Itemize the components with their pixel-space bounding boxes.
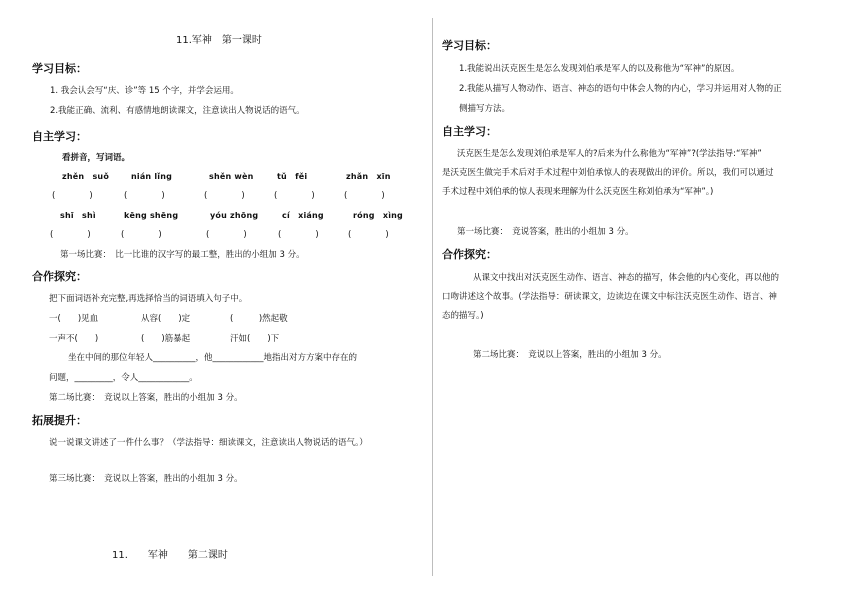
pinyin-word: shī shì [60,211,96,220]
answer-blank[interactable]: ( ) [278,230,319,240]
contest-note: 第一场比赛： 竞说答案，胜出的小组加 3 分。 [457,227,634,237]
right-page [433,0,860,607]
goal-item: 2.我能从描写人物动作、语言、神态的语句中体会人物的内心，学习并运用对人物的正 [459,84,782,94]
pinyin-word: zhěn suǒ [62,172,110,181]
answer-blank[interactable]: ( ) [206,230,247,240]
pinyin-instruction: 看拼音，写词语。 [62,153,131,163]
goal-item: 2.我能正确、流利、有感情地朗读课文，注意读出人物说话的语气。 [50,106,305,116]
fill-sentence: 问题，_________，令人____________。 [49,373,198,383]
pinyin-word: yóu zhōng [210,211,259,220]
pinyin-word: cí xiáng [282,211,324,220]
answer-blank[interactable]: ( ) [348,230,389,240]
idiom-fill[interactable]: 汗如( )下 [230,334,280,344]
answer-blank[interactable]: ( ) [344,191,385,201]
goal-heading: 学习目标： [442,39,497,52]
answer-blank[interactable]: ( ) [50,230,91,240]
self-study-heading: 自主学习： [32,130,87,143]
page-title: 11.军神 第一课时 [176,35,262,46]
idiom-fill[interactable]: 一( )见血 [49,314,99,324]
contest-note: 第二场比赛： 竞说以上答案，胜出的小组加 3 分。 [49,393,243,403]
answer-blank[interactable]: ( ) [121,230,162,240]
self-study-heading: 自主学习： [442,125,497,138]
answer-blank[interactable]: ( ) [52,191,93,201]
pinyin-word: tǔ fěi [277,172,308,181]
self-study-text: 沃克医生是怎么发现刘伯承是军人的?后来为什么称他为“军神”?(学法指导:“军神” [457,149,762,159]
idiom-fill[interactable]: 从容( )定 [141,314,191,324]
answer-blank[interactable]: ( ) [274,191,315,201]
pinyin-word: shěn wèn [209,172,254,181]
goal-heading: 学习目标： [32,62,87,75]
pinyin-word: kēng shēng [124,211,179,220]
extend-question: 说一说课文讲述了一件什么事？（学法指导：细读课文，注意读出人物说话的语气。） [49,438,368,448]
coop-text: 口吻讲述这个故事。(学法指导：研读课文，边读边在课文中标注沃克医生动作、语言、神 [442,292,777,302]
extend-heading: 拓展提升： [32,414,87,427]
coop-heading: 合作探究： [32,270,87,283]
self-study-text: 是沃克医生做完手术后对手术过程中刘伯承惊人的表现做出的评价。所以，我们可以通过 [442,168,774,178]
idiom-fill[interactable]: ( )筋暴起 [141,334,191,344]
self-study-text: 手术过程中刘伯承的惊人表现来理解为什么沃克医生称刘伯承为“军神”。) [442,187,714,197]
goal-item: 1.我能说出沃克医生是怎么发现刘伯承是军人的以及称他为“军神”的原因。 [459,64,740,74]
goal-item: 1. 我会认会写“庆、诊”等 15 个字，并学会运用。 [50,86,239,96]
coop-text: 态的描写。) [442,311,484,321]
coop-heading: 合作探究： [442,248,497,261]
goal-item: 侧描写方法。 [459,104,511,114]
idiom-fill[interactable]: ( )然起敬 [230,314,288,324]
answer-blank[interactable]: ( ) [124,191,165,201]
pinyin-word: róng xìng [353,211,403,220]
answer-blank[interactable]: ( ) [204,191,245,201]
pinyin-word: zhǎn xīn [346,172,391,181]
lesson2-title: 11. 军神 第二课时 [112,550,228,561]
pinyin-word: nián lǐng [131,172,173,181]
contest-note: 第三场比赛： 竞说以上答案，胜出的小组加 3 分。 [49,474,243,484]
contest-note: 第二场比赛： 竞说以上答案，胜出的小组加 3 分。 [473,350,667,360]
coop-instruction: 把下面词语补充完整,再选择恰当的词语填入句子中。 [49,294,248,304]
coop-text: 从课文中找出对沃克医生动作、语言、神态的描写，体会他的内心变化，再以他的 [473,273,780,283]
idiom-fill[interactable]: 一声不( ) [49,334,99,344]
fill-sentence: 坐在中间的那位年轻人__________，他____________地指出对方方案中存在的 [68,353,358,363]
contest-note: 第一场比赛： 比一比谁的汉字写的最工整，胜出的小组加 3 分。 [60,250,305,260]
